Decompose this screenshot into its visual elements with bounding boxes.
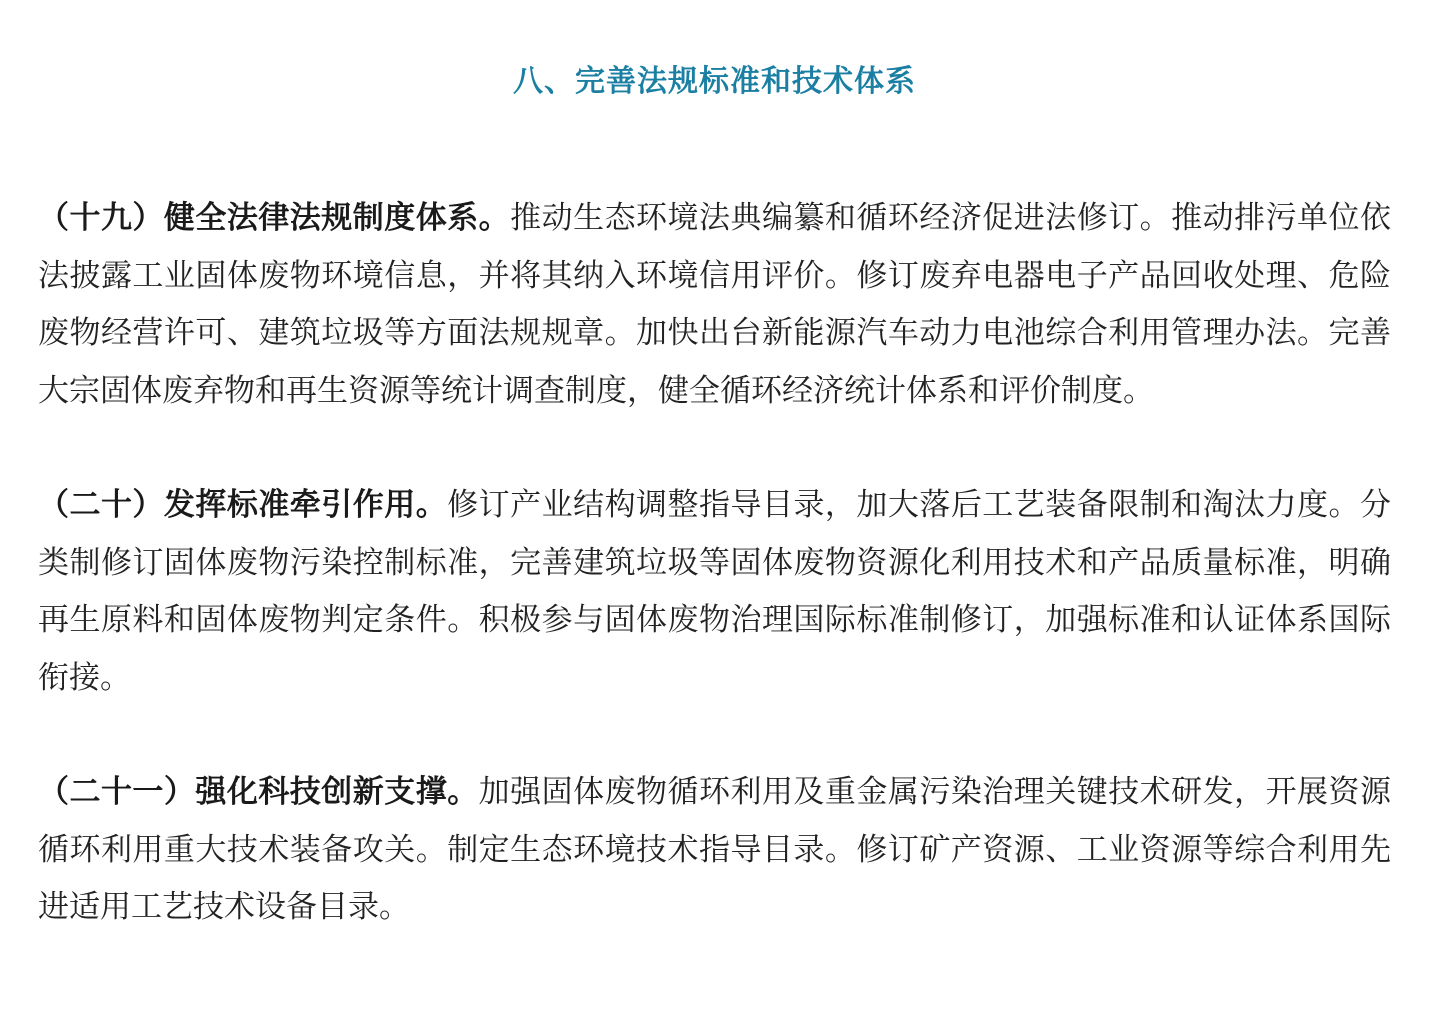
paragraph-lead: （二十一）强化科技创新支撑。 [38,774,479,810]
paragraph [38,764,1391,937]
paragraph-body: 加强固体废物循环利用及重金属污染治理关键技术研发，开展资源循环利用重大技术装备攻关。制定生态环境技术指导目录。修订矿产资源、工业资源等综合利用先进适用工艺技术设备目录。 [38,774,1392,925]
section-title: 八、完善法规标准和技术体系 [513,64,916,99]
paragraph-lead: （二十）发挥标准牵引作用。 [38,487,448,523]
paragraph [38,477,1391,707]
paragraph-body: 修订产业结构调整指导目录，加大落后工艺装备限制和淘汰力度。分类制修订固体废物污染控制标准，完善建筑垃圾等固体废物资源化利用技术和产品质量标准，明确再生原料和固体废物判定条件。积极参与固体废物治理国际标准制修订，加强标准和认证体系国际衔接。 [38,487,1392,696]
paragraph [38,190,1391,420]
paragraph-lead: （十九）健全法律法规制度体系。 [38,200,511,236]
paragraph-body: 推动生态环境法典编纂和循环经济促进法修订。推动排污单位依法披露工业固体废物环境信息，并将其纳入环境信用评价。修订废弃电器电子产品回收处理、危险废物经营许可、建筑垃圾等方面法规规章。加快出台新能源汽车动力电池综合利用管理办法。完善大宗固体废弃物和再生资源等统计调查制度，健全循环经济统计体系和评价制度。 [38,200,1392,409]
